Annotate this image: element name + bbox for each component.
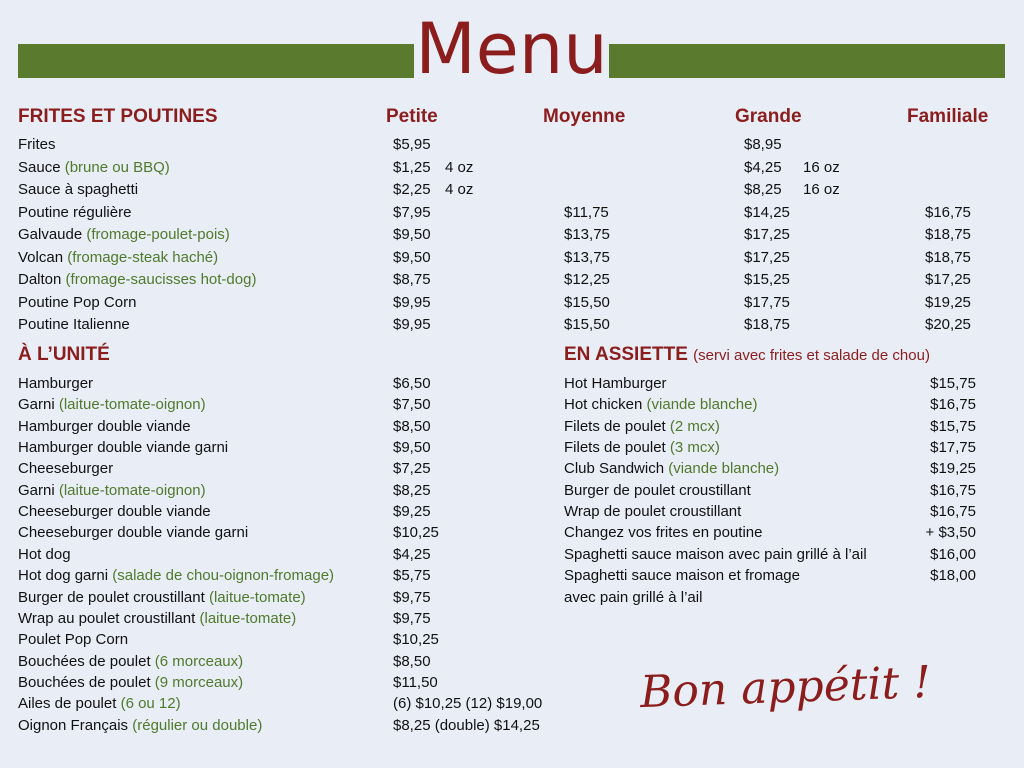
assiette-price: $17,75 <box>930 439 976 457</box>
item-name: Filets de poulet <box>564 417 670 435</box>
assiette-row <box>0 373 1024 395</box>
item-note: (salade de chou-oignon-fromage) <box>112 567 335 585</box>
unite-price: (6) $10,25 (12) $19,00 <box>393 695 543 713</box>
column-header-moyenne: Moyenne <box>543 106 626 127</box>
frites-item <box>18 314 130 336</box>
assiette-row <box>0 587 1024 609</box>
price-grande: $8,25 <box>744 181 782 198</box>
item-name: Volcan <box>18 248 68 266</box>
price-petite: $9,95 <box>393 293 431 311</box>
assiette-price: $16,75 <box>930 396 976 414</box>
price-petite: $5,95 <box>393 136 431 153</box>
size-petite: 4 oz <box>445 181 474 198</box>
unite-price: $8,25 <box>393 481 431 499</box>
item-name: Hot dog garni <box>18 567 113 585</box>
item-note: (fromage-poulet-pois) <box>86 226 230 243</box>
item-name: Bouchées de poulet <box>18 652 155 670</box>
assiette-price: + $3,50 <box>925 524 976 542</box>
item-name: Cheeseburger double viande <box>18 503 211 521</box>
unite-price: $10,25 <box>393 524 439 542</box>
unite-row <box>0 608 560 630</box>
price-familiale: $17,25 <box>925 271 971 288</box>
item-name: Sauce <box>18 158 65 176</box>
item-name: Hamburger double viande garni <box>18 439 229 457</box>
assiette-price: $18,00 <box>930 567 976 585</box>
unite-row <box>0 672 560 694</box>
price-petite: $9,50 <box>393 226 431 243</box>
unite-item <box>18 693 181 715</box>
frites-item <box>18 247 218 269</box>
price-moyenne: $11,75 <box>564 203 609 221</box>
assiette-row <box>0 544 1024 566</box>
price-moyenne: $13,75 <box>564 226 610 243</box>
unite-price: $7,25 <box>393 460 431 478</box>
frites-row <box>0 202 1024 224</box>
column-header-petite: Petite <box>386 106 438 127</box>
assiette-row <box>0 522 1024 544</box>
price-grande: $15,25 <box>744 271 790 288</box>
price-petite: $9,50 <box>393 248 431 266</box>
price-petite: $1,25 <box>393 158 431 176</box>
price-moyenne: $13,75 <box>564 248 610 266</box>
assiette-item <box>564 437 720 459</box>
price-familiale: $16,75 <box>925 203 971 221</box>
item-name: Galvaude <box>18 226 87 243</box>
item-name: Club Sandwich <box>564 460 669 478</box>
item-note: (brune ou BBQ) <box>64 158 170 176</box>
frites-row <box>0 292 1024 314</box>
item-name: Cheeseburger <box>18 460 114 478</box>
unite-row <box>0 651 560 673</box>
price-petite: $8,75 <box>393 271 431 288</box>
item-name: Filets de poulet <box>564 439 670 457</box>
item-name: Changez vos frites en poutine <box>564 524 763 542</box>
unite-price: $9,75 <box>393 609 431 627</box>
frites-row <box>0 314 1024 336</box>
price-grande: $14,25 <box>744 203 790 221</box>
section-heading-frites: FRITES ET POUTINES <box>18 106 218 127</box>
assiette-price: $19,25 <box>930 460 976 478</box>
item-name: Garni <box>18 396 59 414</box>
price-grande: $8,95 <box>744 136 782 153</box>
item-name: Spaghetti sauce maison avec pain grillé à l’ail <box>564 545 867 563</box>
assiette-price: $16,75 <box>930 481 976 499</box>
assiette-price: $15,75 <box>930 417 976 435</box>
item-note: (fromage-saucisses hot-dog) <box>65 271 257 288</box>
size-grande: 16 oz <box>803 158 840 176</box>
assiette-row <box>0 416 1024 438</box>
item-note: (fromage-steak haché) <box>67 248 219 266</box>
frites-item <box>18 224 230 246</box>
assiette-row <box>0 394 1024 416</box>
frites-row <box>0 157 1024 179</box>
assiette-item <box>564 416 720 438</box>
unite-price: $9,50 <box>393 439 431 457</box>
item-name: Bouchées de poulet <box>18 673 155 691</box>
item-name: Wrap au poulet croustillant <box>18 609 200 627</box>
frites-row <box>0 247 1024 269</box>
item-name: Burger de poulet croustillant <box>564 481 751 499</box>
price-petite: $7,95 <box>393 203 431 221</box>
item-name: Ailes de poulet <box>18 695 121 713</box>
item-note: (laitue-tomate-oignon) <box>58 481 206 499</box>
item-name: Poutine Italienne <box>18 316 130 333</box>
assiette-row <box>0 565 1024 587</box>
frites-item <box>18 292 136 314</box>
frites-item <box>18 202 131 224</box>
section-heading-assiette <box>564 344 930 366</box>
assiette-price: $16,75 <box>930 503 976 521</box>
assiette-heading: EN ASSIETTE <box>564 344 688 365</box>
unite-price: $4,25 <box>393 545 431 563</box>
frites-item <box>18 134 56 156</box>
assiette-item <box>564 458 779 480</box>
assiette-item <box>564 394 757 416</box>
header-bar-right <box>609 44 1005 78</box>
item-name: Wrap de poulet croustillant <box>564 503 742 521</box>
assiette-item <box>564 501 741 523</box>
bon-appetit-text: Bon appétit ! <box>639 656 932 719</box>
price-moyenne: $12,25 <box>564 271 610 288</box>
price-moyenne: $15,50 <box>564 293 610 311</box>
price-petite: $2,25 <box>393 181 431 198</box>
price-grande: $17,75 <box>744 293 790 311</box>
item-note: (3 mcx) <box>669 439 720 457</box>
item-name: Cheeseburger double viande garni <box>18 524 249 542</box>
item-name: Oignon Français <box>18 716 133 734</box>
unite-row <box>0 715 560 737</box>
item-name: Sauce à spaghetti <box>18 181 139 198</box>
item-note: (viande blanche) <box>646 396 758 414</box>
unite-price: $7,50 <box>393 396 431 414</box>
item-name: Hot chicken <box>564 396 647 414</box>
assiette-item <box>564 544 867 566</box>
item-name: Hamburger <box>18 375 94 392</box>
item-note: (6 ou 12) <box>120 695 181 713</box>
price-grande: $17,25 <box>744 226 790 243</box>
assiette-row <box>0 480 1024 502</box>
unite-item <box>18 629 128 651</box>
header-bar-left <box>18 44 414 78</box>
unite-item <box>18 651 243 673</box>
unite-price: $8,25 (double) $14,25 <box>393 716 540 734</box>
item-name: Hamburger double viande <box>18 417 191 435</box>
assiette-item <box>564 522 762 544</box>
item-name: Dalton <box>18 271 66 288</box>
assiette-row <box>0 437 1024 459</box>
assiette-item <box>564 480 751 502</box>
unite-row <box>0 629 560 651</box>
assiette-row <box>0 458 1024 480</box>
unite-price: $5,75 <box>393 567 431 585</box>
price-familiale: $19,25 <box>925 293 971 311</box>
item-name: Burger de poulet croustillant <box>18 588 209 606</box>
unite-price: $6,50 <box>393 375 431 392</box>
item-name: Poutine régulière <box>18 203 132 221</box>
item-note: (laitue-tomate) <box>208 588 306 606</box>
assiette-row <box>0 501 1024 523</box>
unite-price: $9,75 <box>393 588 431 606</box>
unite-price: $11,50 <box>393 673 438 691</box>
assiette-price: $16,00 <box>930 545 976 563</box>
frites-item <box>18 179 138 201</box>
unite-item <box>18 715 262 737</box>
item-name: Hot dog <box>18 545 71 563</box>
unite-price: $10,25 <box>393 631 439 649</box>
price-familiale: $18,75 <box>925 226 971 243</box>
item-note: (6 morceaux) <box>154 652 244 670</box>
item-note: (laitue-tomate-oignon) <box>58 396 206 414</box>
assiette-price: $15,75 <box>930 375 976 392</box>
menu-title: Menu <box>415 8 608 90</box>
unite-price: $9,25 <box>393 503 431 521</box>
unite-item <box>18 672 243 694</box>
size-petite: 4 oz <box>445 158 474 176</box>
item-name: avec pain grillé à l’ail <box>564 588 703 606</box>
item-note: (régulier ou double) <box>132 716 263 734</box>
size-grande: 16 oz <box>803 181 840 198</box>
item-name: Poutine Pop Corn <box>18 293 137 311</box>
price-familiale: $20,25 <box>925 316 971 333</box>
frites-item <box>18 269 256 291</box>
column-header-familiale: Familiale <box>907 106 989 127</box>
frites-row <box>0 269 1024 291</box>
price-grande: $17,25 <box>744 248 790 266</box>
frites-item <box>18 157 170 179</box>
price-grande: $4,25 <box>744 158 782 176</box>
price-grande: $18,75 <box>744 316 790 333</box>
item-name: Hot Hamburger <box>564 375 667 392</box>
item-note: (viande blanche) <box>668 460 780 478</box>
frites-row <box>0 134 1024 156</box>
price-petite: $9,95 <box>393 316 431 333</box>
assiette-item <box>564 373 667 395</box>
item-note: (laitue-tomate) <box>199 609 297 627</box>
item-name: Spaghetti sauce maison et fromage <box>564 567 800 585</box>
item-name: Poulet Pop Corn <box>18 631 129 649</box>
frites-row <box>0 179 1024 201</box>
column-header-grande: Grande <box>735 106 802 127</box>
unite-row <box>0 693 560 715</box>
price-familiale: $18,75 <box>925 248 971 266</box>
item-note: (2 mcx) <box>669 417 720 435</box>
assiette-item <box>564 565 800 587</box>
item-name: Garni <box>18 481 59 499</box>
frites-row <box>0 224 1024 246</box>
unite-item <box>18 608 296 630</box>
section-heading-unite: À L’UNITÉ <box>18 344 110 365</box>
item-name: Frites <box>18 136 56 153</box>
assiette-item <box>564 587 702 609</box>
item-note: (9 morceaux) <box>154 673 244 691</box>
assiette-subheading: (servi avec frites et salade de chou) <box>693 347 930 364</box>
unite-price: $8,50 <box>393 417 431 435</box>
price-moyenne: $15,50 <box>564 316 610 333</box>
unite-price: $8,50 <box>393 652 431 670</box>
